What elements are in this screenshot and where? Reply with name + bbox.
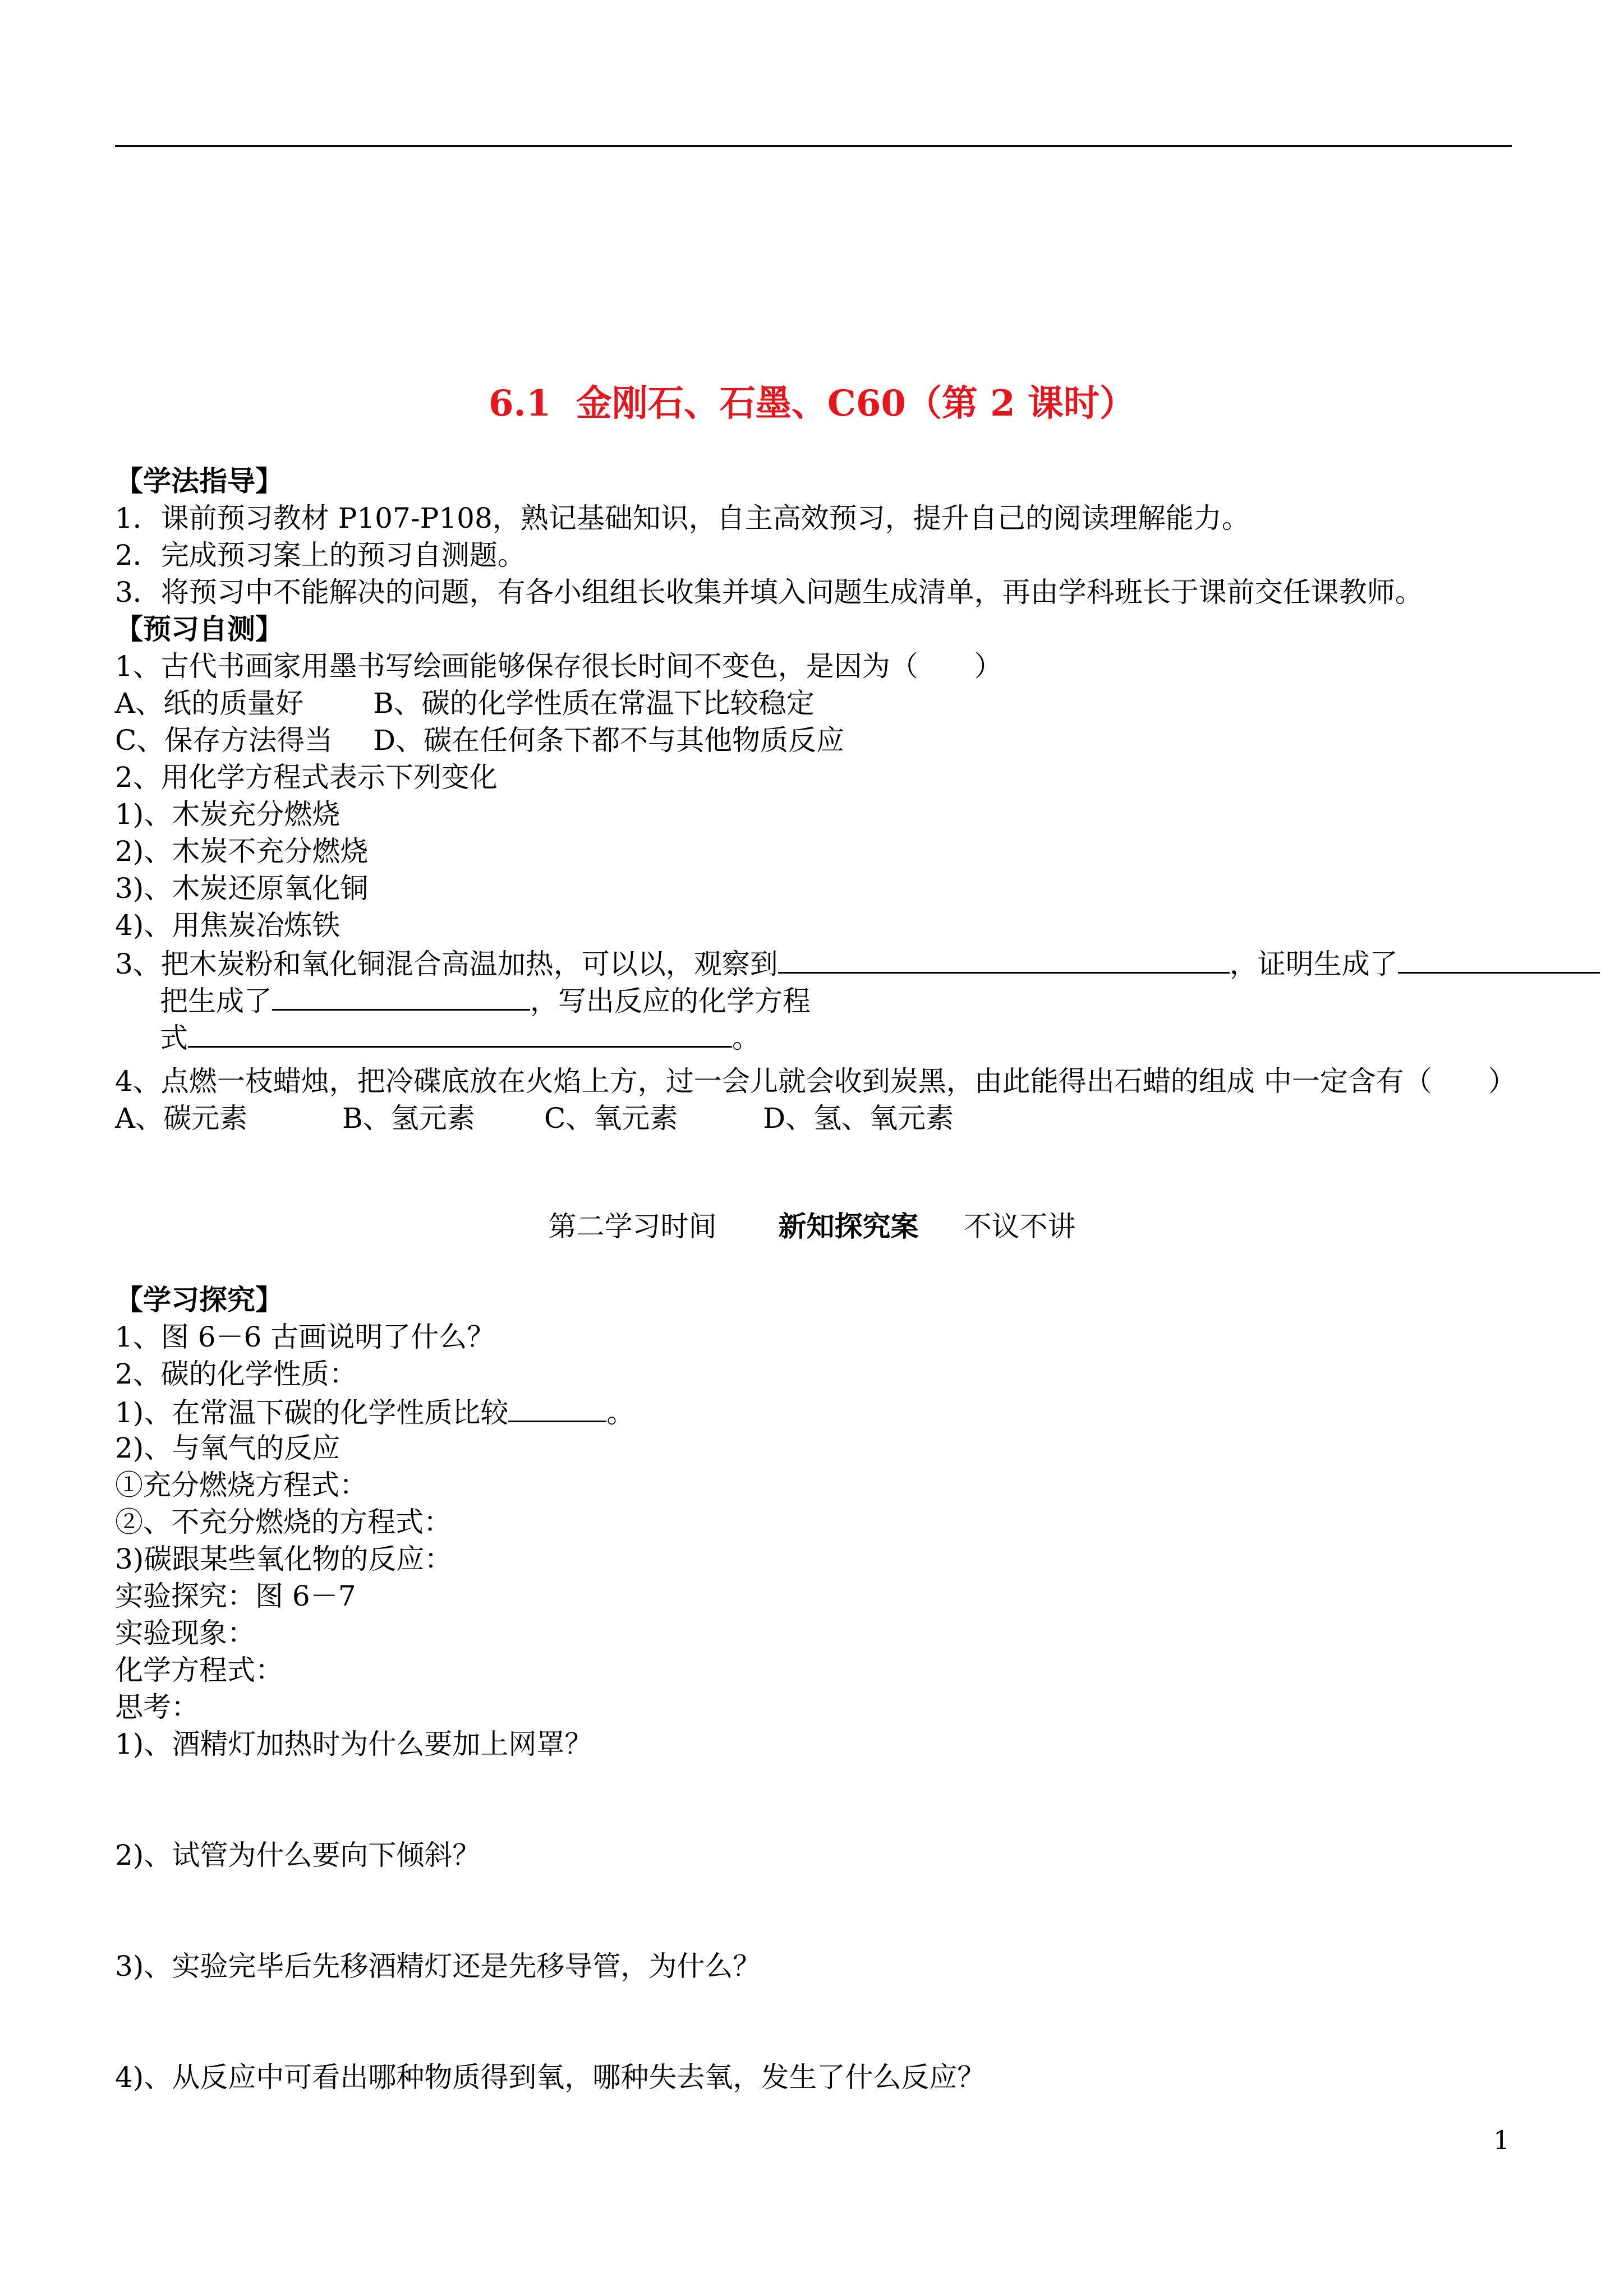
q2-item-2: 2)、木炭不充分燃烧 — [115, 835, 369, 868]
q3-text-f: 。 — [732, 1022, 760, 1054]
question-1: 1、古代书画家用墨书写绘画能够保存很长时间不变色，是因为（ ） — [115, 650, 1002, 683]
q2-item-4: 4)、用焦炭冶炼铁 — [115, 909, 341, 942]
q1-option-d: D、碳在任何条下都不与其他物质反应 — [373, 724, 845, 757]
explore-line-8: 实验探究：图 6－7 — [115, 1580, 356, 1612]
explore-line-3-text: 1)、在常温下碳的化学性质比较 — [115, 1396, 509, 1429]
q4-option-b: B、氢元素 — [342, 1102, 475, 1135]
guide-item-3: 3．将预习中不能解决的问题，有各小组组长收集并填入问题生成清单，再由学科班长于课前交任课教师。 — [115, 576, 1423, 608]
explore-line-9: 实验现象： — [115, 1617, 255, 1649]
explore-line-4: 2)、与氧气的反应 — [115, 1432, 341, 1464]
explore-blank-stability[interactable] — [508, 1393, 606, 1422]
section-2-right: 不议不讲 — [963, 1210, 1076, 1243]
guide-item-2: 2．完成预习案上的预习自测题。 — [115, 539, 526, 571]
explore-line-3-end: 。 — [606, 1396, 635, 1429]
guide-header: 【学法指导】 — [115, 464, 283, 497]
think-1: 1)、酒精灯加热时为什么要加上网罩？ — [115, 1728, 593, 1760]
question-3-line2 — [160, 981, 811, 1020]
section-2-left: 第二学习时间 — [548, 1210, 717, 1243]
think-3: 3)、实验完毕后先移酒精灯还是先移导管，为什么？ — [115, 1950, 761, 1983]
question-4: 4、点燃一枝蜡烛，把冷碟底放在火焰上方，过一会儿就会收到炭黑，由此能得出石蜡的组成 中一定含有（ ） — [115, 1065, 1516, 1098]
q3-blank-observe[interactable] — [778, 944, 1230, 974]
q1-option-a: A、纸的质量好 — [115, 687, 304, 720]
think-4: 4)、从反应中可看出哪种物质得到氧，哪种失去氧，发生了什么反应？ — [115, 2061, 986, 2094]
explore-line-2: 2、碳的化学性质： — [115, 1358, 357, 1390]
question-3-line3 — [160, 1018, 760, 1057]
top-rule — [115, 145, 1512, 147]
q2-item-3: 3)、木炭还原氧化铜 — [115, 872, 369, 905]
think-2: 2)、试管为什么要向下倾斜？ — [115, 1839, 481, 1871]
q3-text-d: ，写出反应的化学方程 — [530, 985, 811, 1017]
q4-option-c: C、氧元素 — [544, 1102, 678, 1135]
question-3-line1 — [115, 944, 1600, 983]
q3-text-c: 把生成了 — [160, 985, 272, 1017]
q4-option-d: D、氢、氧元素 — [763, 1102, 954, 1135]
q3-blank-generated[interactable] — [272, 981, 530, 1011]
q3-text-a: 3、把木炭粉和氧化铜混合高温加热，可以以，观察到 — [115, 948, 778, 980]
guide-item-1: 1．课前预习教材 P107-P108，熟记基础知识，自主高效预习，提升自己的阅读理解能力。 — [115, 502, 1250, 534]
explore-line-3 — [115, 1393, 634, 1431]
q3-text-b: ，证明生成了 — [1229, 948, 1398, 980]
q2-item-1: 1)、木炭充分燃烧 — [115, 798, 341, 831]
q1-option-c: C、保存方法得当 — [115, 724, 333, 757]
explore-line-5: ①充分燃烧方程式： — [115, 1469, 367, 1501]
q4-option-a: A、碳元素 — [115, 1102, 248, 1135]
q1-option-b: B、碳的化学性质在常温下比较稳定 — [373, 687, 815, 720]
explore-line-6: ②、不充分燃烧的方程式： — [115, 1506, 452, 1538]
section-2-middle: 新知探究案 — [778, 1210, 919, 1243]
explore-line-1: 1、图 6－6 古画说明了什么？ — [115, 1321, 495, 1353]
page-number: 1 — [1493, 2125, 1510, 2155]
page-title: 6.1 金刚石、石墨、C60（第 2 课时） — [489, 382, 1135, 425]
question-2: 2、用化学方程式表示下列变化 — [115, 761, 498, 794]
q3-blank-product[interactable] — [1398, 944, 1600, 974]
explore-line-7: 3)碳跟某些氧化物的反应： — [115, 1543, 453, 1575]
q3-text-e: 式 — [160, 1022, 188, 1054]
section-2-header — [0, 1208, 1624, 1245]
explore-line-11: 思考： — [115, 1691, 199, 1723]
explore-line-10: 化学方程式： — [115, 1654, 283, 1686]
q3-blank-equation[interactable] — [188, 1018, 732, 1048]
selftest-header: 【预习自测】 — [115, 612, 283, 646]
explore-header: 【学习探究】 — [115, 1283, 283, 1316]
